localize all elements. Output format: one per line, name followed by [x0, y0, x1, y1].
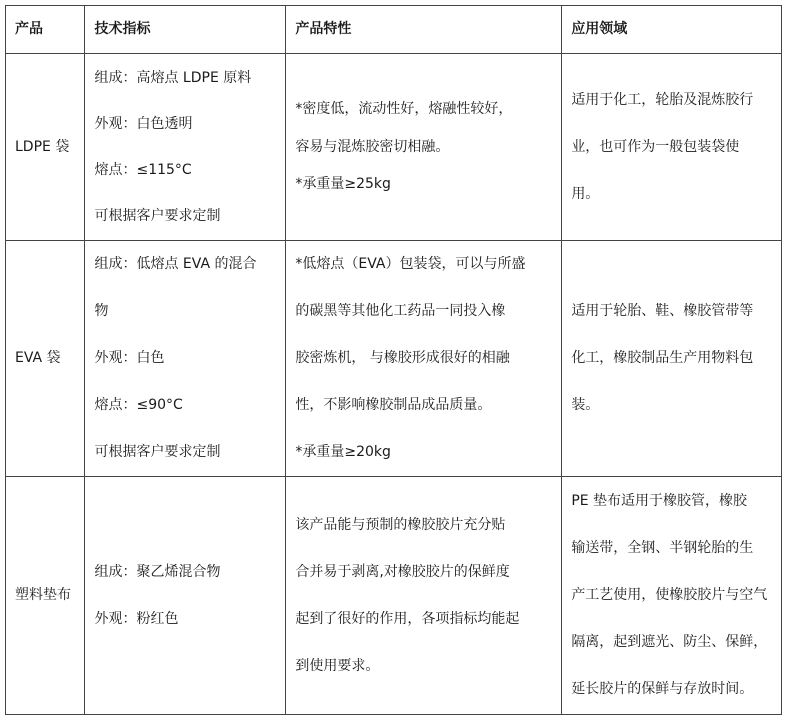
feature-line: 胶密炼机， 与橡胶形成很好的相融	[295, 350, 510, 366]
specs-cell	[85, 54, 286, 241]
spec-line: 组成：高熔点 LDPE 原料	[94, 70, 252, 86]
features-cell	[286, 241, 562, 477]
app-line: 适用于化工，轮胎及混炼胶行	[571, 91, 754, 108]
feature-line: 该产品能与预制的橡胶胶片充分贴	[295, 516, 506, 533]
header-product: 产品	[6, 6, 85, 54]
feature-line: 到使用要求。	[295, 657, 380, 674]
table-row	[6, 241, 782, 477]
spec-line: 可根据客户要求定制	[94, 444, 221, 460]
spec-line: 外观：粉红色	[94, 610, 179, 627]
app-line: 用。	[571, 185, 600, 202]
product-cell: EVA 袋	[6, 241, 85, 477]
header-features: 产品特性	[286, 6, 562, 54]
app-line: 业，也可作为一般包装袋使	[571, 138, 740, 155]
app-line: 化工，橡胶制品生产用物料包	[571, 350, 754, 366]
feature-line: *承重量≥20kg	[295, 444, 391, 460]
table-row	[6, 477, 782, 715]
spec-line: 外观：白色	[94, 350, 165, 366]
product-cell: LDPE 袋	[6, 54, 85, 241]
feature-line: 的碳黑等其他化工药品一同投入橡	[295, 303, 506, 319]
app-line: PE 垫布适用于橡胶管，橡胶	[571, 493, 748, 509]
feature-line: *低熔点（EVA）包装袋，可以与所盛	[295, 256, 526, 272]
app-line: 产工艺使用，使橡胶胶片与空气	[571, 587, 768, 603]
spec-line: 可根据客户要求定制	[94, 208, 221, 224]
header-specs: 技术指标	[85, 6, 286, 54]
specs-cell	[85, 241, 286, 477]
app-line: 适用于轮胎、鞋、橡胶管带等	[571, 303, 754, 319]
spec-line: 熔点：≤90°C	[94, 397, 183, 413]
header-application: 应用领域	[562, 6, 782, 54]
feature-line: 性，不影响橡胶制品成品质量。	[295, 397, 492, 413]
application-cell	[562, 477, 782, 715]
spec-line: 组成：聚乙烯混合物	[94, 563, 221, 580]
features-cell	[286, 54, 562, 241]
app-line: 延长胶片的保鲜与存放时间。	[571, 681, 754, 697]
feature-line: 容易与混炼胶密切相融。	[295, 139, 450, 155]
app-line: 隔离，起到遮光、防尘、保鲜，	[571, 634, 768, 650]
spec-line: 外观：白色透明	[94, 116, 193, 132]
table-row	[6, 54, 782, 241]
application-cell	[562, 241, 782, 477]
application-cell	[562, 54, 782, 241]
app-line: 装。	[571, 397, 600, 413]
spec-line: 熔点：≤115°C	[94, 162, 192, 178]
feature-line: *密度低，流动性好，熔融性较好，	[295, 101, 513, 117]
features-cell	[286, 477, 562, 715]
feature-line: 合并易于剥离,对橡胶胶片的保鲜度	[295, 563, 510, 580]
product-cell: 塑料垫布	[6, 477, 85, 715]
spec-line: 物	[94, 303, 109, 319]
spec-line: 组成：低熔点 EVA 的混合	[94, 256, 257, 272]
app-line: 输送带，全钢、半钢轮胎的生	[571, 540, 754, 556]
specs-cell	[85, 477, 286, 715]
feature-line: *承重量≥25kg	[295, 176, 391, 192]
header-row	[6, 6, 782, 54]
product-table	[5, 5, 782, 715]
feature-line: 起到了很好的作用，各项指标均能起	[295, 610, 520, 627]
